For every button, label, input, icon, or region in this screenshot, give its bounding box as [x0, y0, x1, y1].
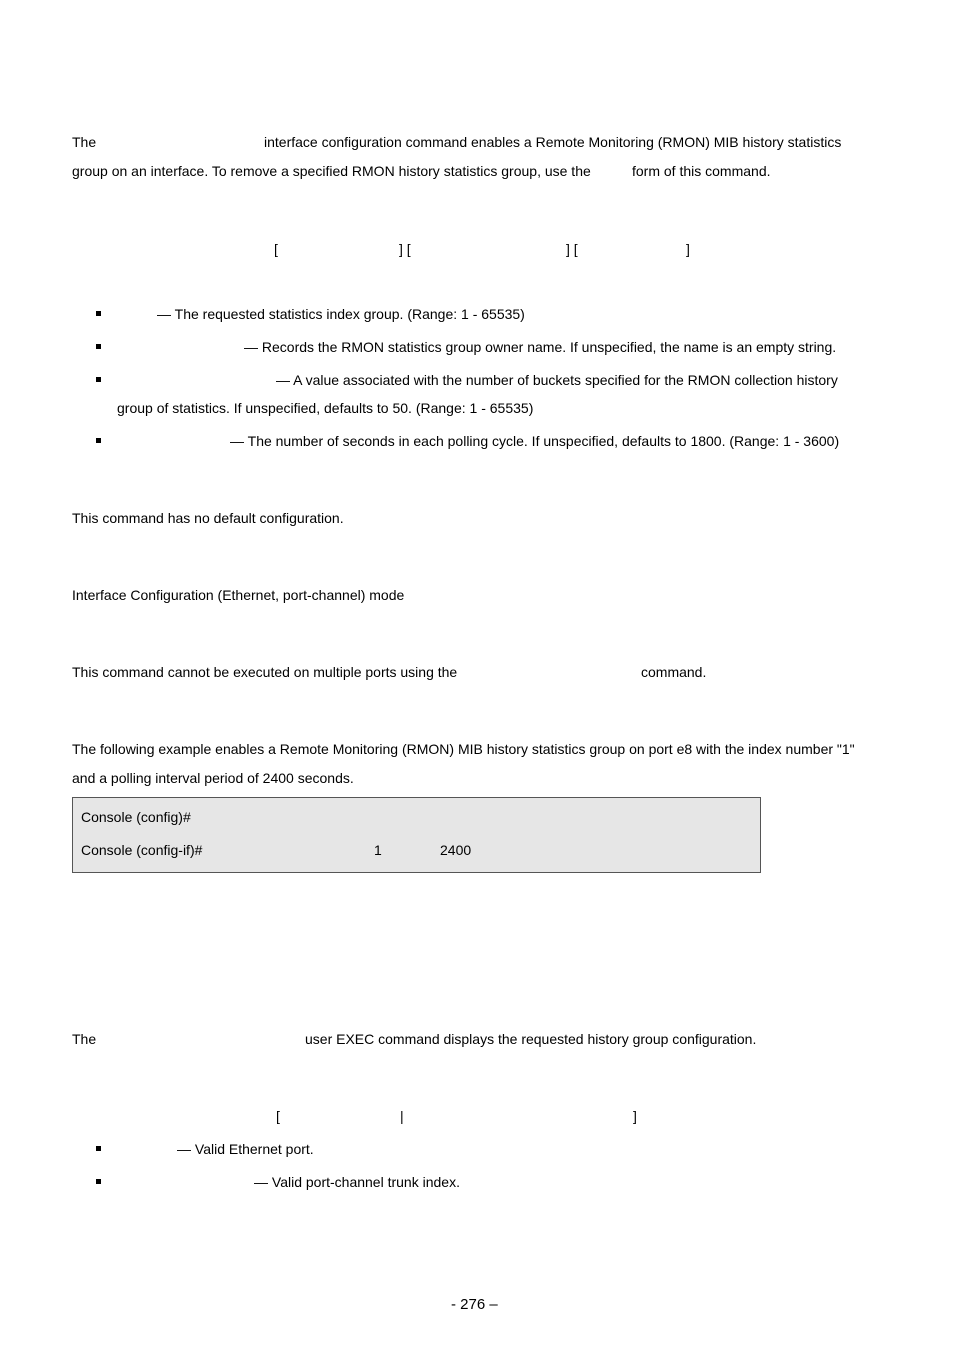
code-line-1: Console (config)#: [81, 809, 191, 825]
section2-intro-the: The: [72, 1031, 97, 1047]
user-guidelines-text: This command cannot be executed on multiple ports using the: [72, 664, 458, 680]
syntax-bracket-2: ] [: [399, 241, 411, 257]
section2-intro-description: user EXEC command displays the requested history group configuration.: [305, 1031, 757, 1047]
code-line-2-interval: 2400: [440, 842, 472, 858]
syntax-bracket-1: [: [274, 241, 278, 257]
code-line-2-prompt: Console (config-if)#: [81, 842, 203, 858]
code-example-box: [72, 797, 761, 873]
bullet-icon: [96, 344, 101, 349]
section2-param-port-channel: — Valid port-channel trunk index.: [254, 1174, 460, 1190]
user-guidelines-text-end: command.: [641, 664, 707, 680]
default-configuration-text: This command has no default configuration.: [72, 510, 344, 526]
section2-syntax-pipe: |: [400, 1108, 404, 1124]
bullet-icon: [96, 1179, 101, 1184]
param-interval-desc: — The number of seconds in each polling cycle. If unspecified, defaults to 1800. (Range: 1 - 3600): [230, 433, 840, 449]
section2-syntax-bracket-1: [: [276, 1108, 280, 1124]
syntax-bracket-4: ]: [686, 241, 690, 257]
page-number: - 276 –: [451, 1296, 498, 1313]
example-text: The following example enables a Remote Monitoring (RMON) MIB history statistics group on port e8 with the index number "1": [72, 741, 855, 757]
code-line-2-index: 1: [374, 842, 382, 858]
intro-line2a: group on an interface. To remove a specified RMON history statistics group, use the: [72, 163, 591, 179]
param-index-desc: — The requested statistics index group. (Range: 1 - 65535): [157, 306, 525, 322]
bullet-icon: [96, 377, 101, 382]
param-buckets-desc-cont: group of statistics. If unspecified, defaults to 50. (Range: 1 - 65535): [117, 400, 534, 416]
bullet-icon: [96, 438, 101, 443]
bullet-icon: [96, 311, 101, 316]
bullet-icon: [96, 1146, 101, 1151]
intro-description: interface configuration command enables a Remote Monitoring (RMON) MIB history statistics: [264, 134, 842, 150]
param-buckets-desc: — A value associated with the number of buckets specified for the RMON collection history: [276, 372, 838, 388]
intro-the: The: [72, 134, 97, 150]
param-owner-desc: — Records the RMON statistics group owner name. If unspecified, the name is an empty string.: [244, 339, 837, 355]
command-mode-text: Interface Configuration (Ethernet, port-channel) mode: [72, 587, 405, 603]
section2-param-ethernet: — Valid Ethernet port.: [177, 1141, 314, 1157]
section2-syntax-bracket-2: ]: [633, 1108, 637, 1124]
intro-line2b: form of this command.: [632, 163, 771, 179]
syntax-bracket-3: ] [: [566, 241, 578, 257]
example-text-cont: and a polling interval period of 2400 seconds.: [72, 770, 354, 786]
